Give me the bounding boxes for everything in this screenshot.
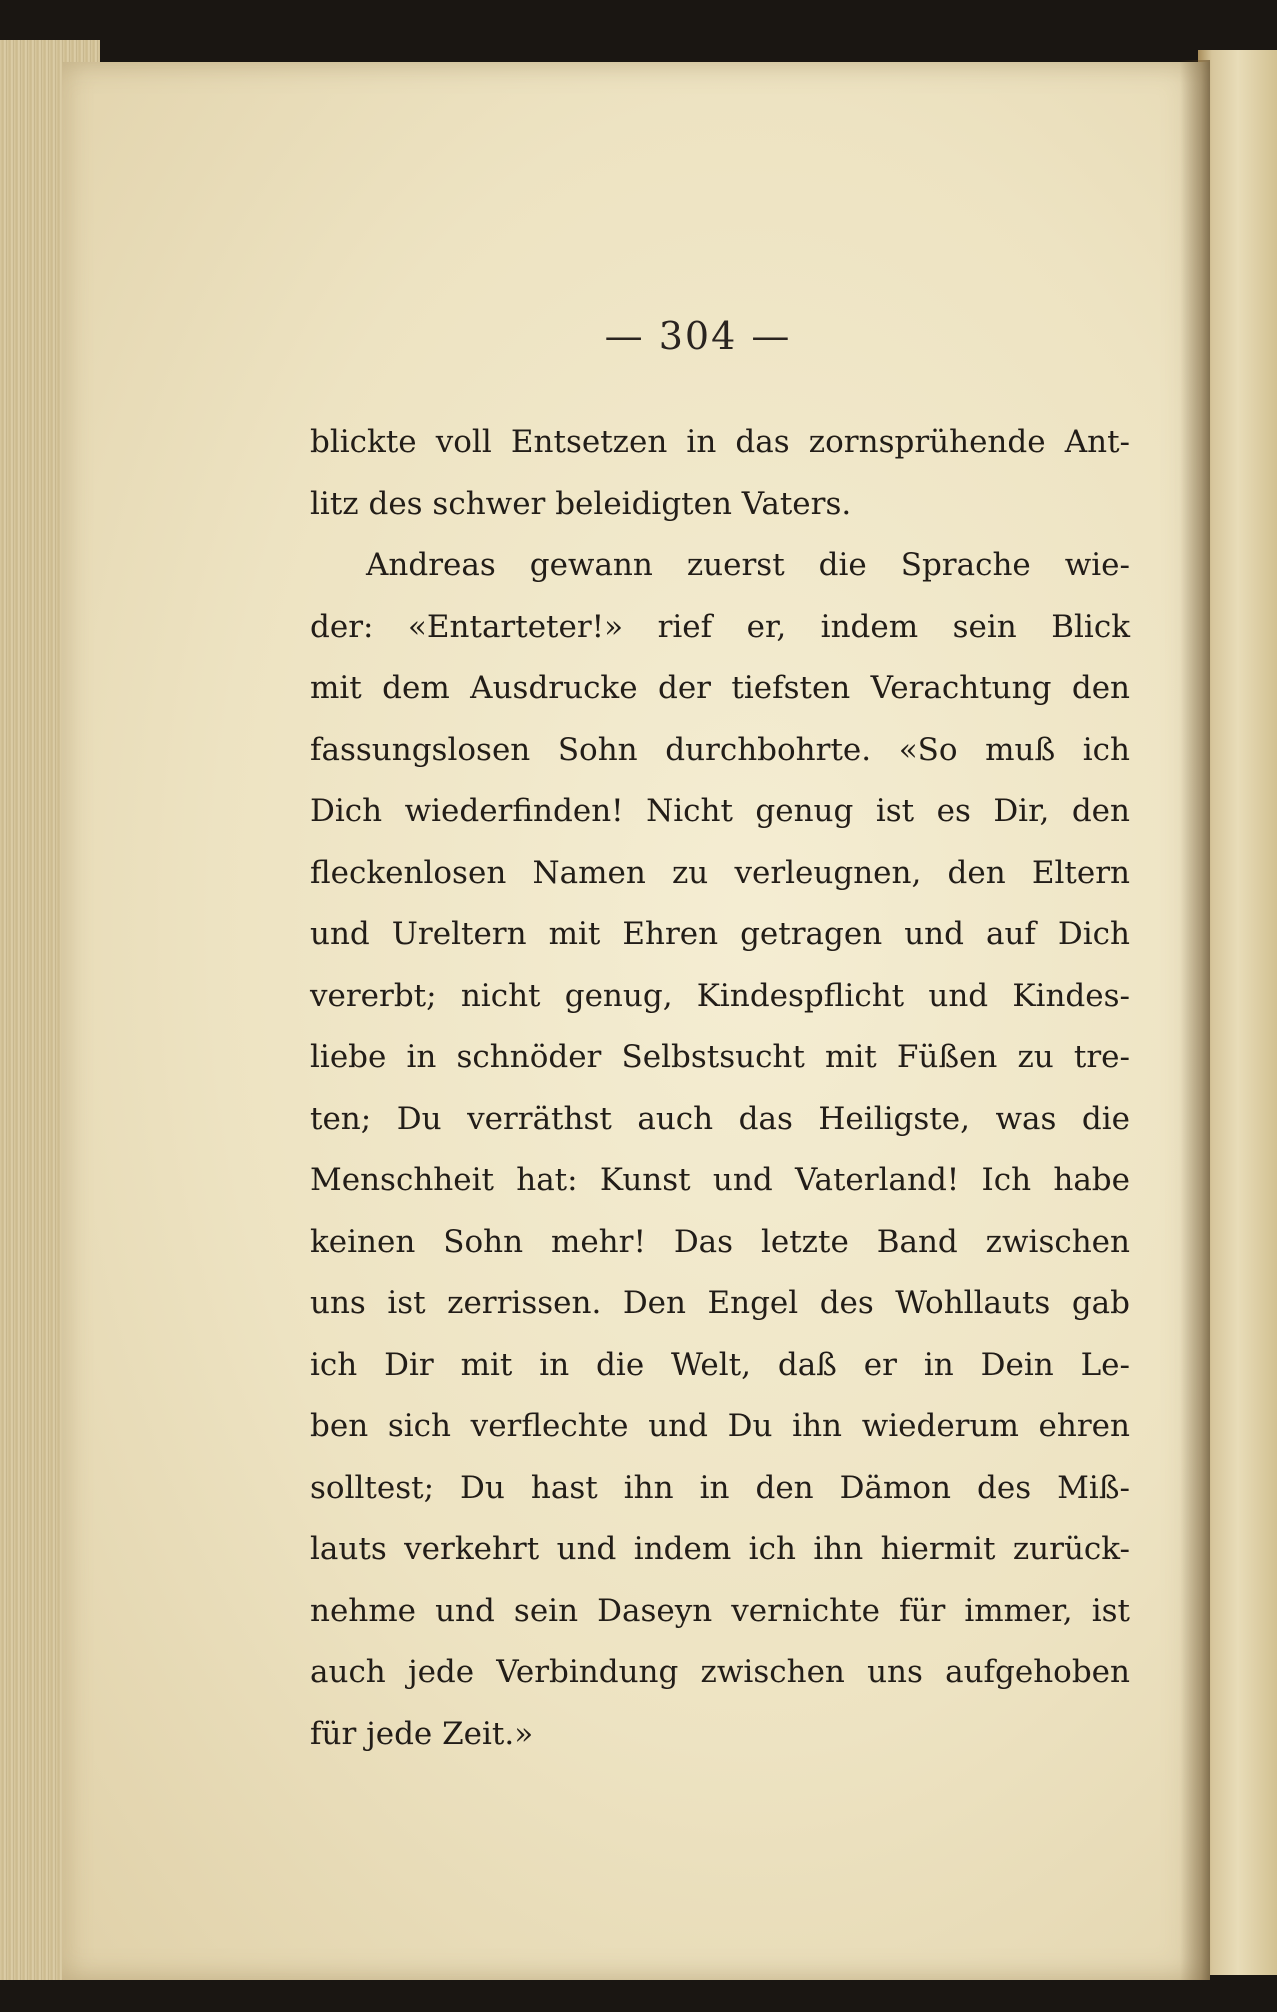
text-line: der: «Entarteter!» rief er, indem sein Blick [310,608,1130,645]
text-line: ben sich verflechte und Du ihn wiederum ehren [310,1408,1130,1444]
text-line: für jede Zeit.» [310,1715,534,1752]
text-line: litz des schwer beleidigten Vaters. [310,485,852,522]
text-line: Menschheit hat: Kunst und Vaterland! Ich habe [310,1162,1130,1198]
text-line: solltest; Du hast ihn in den Dämon des Miß- [310,1469,1130,1506]
gutter-shadow [1180,60,1210,1980]
page-number: — 304 — [604,314,792,358]
text-line: uns ist zerrissen. Den Engel des Wohllauts gab [310,1285,1130,1321]
text-line: fleckenlosen Namen zu verleugnen, den Eltern [310,854,1130,891]
text-line: blickte voll Entsetzen in das zornsprühende Ant- [310,424,1130,460]
text-line: lauts verkehrt und indem ich ihn hiermit zurück- [310,1531,1130,1567]
text-line: keinen Sohn mehr! Das letzte Band zwischen [310,1223,1130,1260]
text-line: ten; Du verräthst auch das Heiligste, was die [310,1100,1130,1137]
text-line: Andreas gewann zuerst die Sprache wie- [366,547,1130,583]
text-line: vererbt; nicht genug, Kindespflicht und Kindes- [310,977,1130,1014]
text-line: und Ureltern mit Ehren getragen und auf Dich [310,916,1130,952]
text-line: ich Dir mit in die Welt, daß er in Dein Le- [310,1346,1130,1383]
text-line: liebe in schnöder Selbstsucht mit Füßen zu tre- [310,1039,1130,1075]
text-line: fassungslosen Sohn durchbohrte. «So muß ich [310,731,1130,768]
text-line: mit dem Ausdrucke der tiefsten Verachtung den [310,670,1130,706]
body-text [310,412,1130,1765]
text-line: Dich wiederfinden! Nicht genug ist es Dir, den [310,793,1130,829]
text-line: auch jede Verbindung zwischen uns aufgehoben [310,1654,1130,1690]
text-line: nehme und sein Daseyn vernichte für immer, ist [310,1592,1130,1629]
